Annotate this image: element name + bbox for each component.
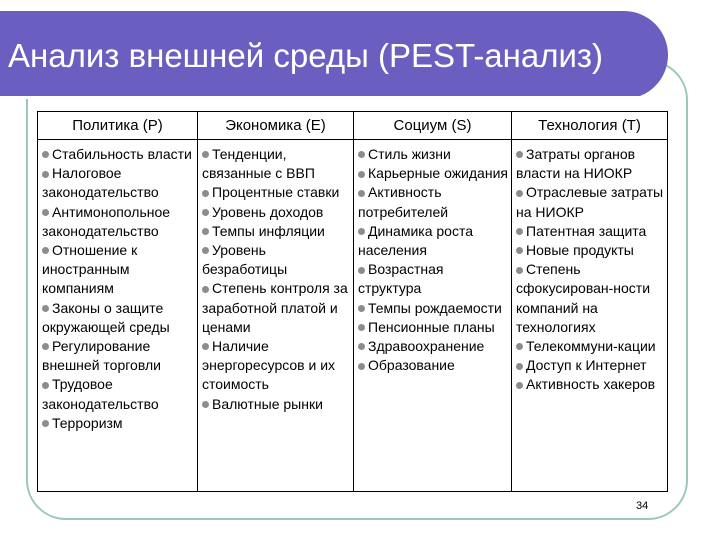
list-item-text: Стабильность власти	[52, 146, 192, 162]
list-item-text: Темпы инфляции	[212, 222, 325, 239]
list-item	[202, 203, 350, 222]
list-item	[358, 164, 508, 183]
list-item	[202, 222, 350, 241]
bullet-icon	[516, 228, 523, 235]
bullet-icon	[516, 190, 523, 197]
page-number: 34	[636, 500, 649, 512]
list-item-text: Пенсионные планы	[368, 318, 495, 335]
bullet-icon	[358, 190, 365, 197]
economics-column	[198, 140, 354, 492]
bullet-icon	[42, 247, 49, 254]
bullet-icon	[42, 420, 49, 427]
society-column	[354, 140, 512, 492]
list-item	[42, 375, 194, 413]
bullet-icon	[42, 151, 49, 158]
list-item	[42, 299, 194, 337]
bullet-icon	[516, 363, 523, 370]
list-item	[42, 414, 194, 433]
bullet-icon	[202, 151, 209, 158]
list-item	[202, 145, 350, 183]
bullet-icon	[202, 343, 209, 350]
list-item-text: Затраты органов власти на НИОКР	[516, 146, 636, 182]
bullet-icon	[516, 343, 523, 350]
list-item	[358, 318, 508, 337]
header-society: Социум (S)	[354, 112, 512, 140]
pest-table	[37, 111, 668, 492]
bullet-icon	[202, 401, 209, 408]
bullet-icon	[202, 209, 209, 216]
bullet-icon	[358, 324, 365, 331]
bullet-icon	[516, 151, 523, 158]
list-item	[516, 337, 664, 356]
bullet-icon	[202, 190, 209, 197]
list-item-text: Динамика роста населения	[358, 222, 473, 259]
list-item-text: Карьерные ожидания	[368, 165, 508, 182]
bullet-icon	[516, 382, 523, 389]
list-item-text: Активность потребителей	[358, 184, 449, 220]
list-item	[202, 395, 350, 414]
list-item-text: Патентная защита	[526, 222, 647, 239]
list-item	[42, 203, 194, 241]
list-item-text: Степень контроля за заработной платой и ценами	[202, 280, 348, 335]
page-title: Анализ внешней среды (PEST-анализ)	[8, 37, 604, 74]
list-item-text: Терроризм	[52, 414, 123, 431]
list-item	[516, 241, 664, 260]
list-item	[516, 145, 664, 183]
list-item-text: Трудовое законодательство	[42, 376, 159, 412]
table-body-row	[38, 140, 668, 492]
bullet-icon	[358, 228, 365, 235]
title-underline	[0, 96, 668, 99]
bullet-icon	[358, 267, 365, 274]
bullet-icon	[42, 382, 49, 389]
list-item-text: Доступ к Интернет	[526, 357, 647, 374]
bullet-icon	[516, 267, 523, 274]
list-item-text: Процентные ставки	[212, 184, 340, 201]
list-item-text: Уровень безработицы	[202, 242, 288, 278]
list-item	[202, 241, 350, 279]
list-item-text: Отношение к иностранным компаниям	[42, 242, 138, 297]
list-item	[42, 145, 194, 164]
bullet-icon	[358, 305, 365, 312]
list-item-text: Тенденции, связанные с ВВП	[202, 146, 315, 182]
list-item-text: Степень сфокусирован-ности компаний на технологиях	[516, 261, 651, 335]
header-economics: Экономика (E)	[198, 112, 354, 140]
list-item-text: Телекоммуни-кации	[526, 338, 656, 355]
table-header-row	[38, 112, 668, 140]
bullet-icon	[516, 247, 523, 254]
list-item-text: Здравоохранение	[368, 338, 485, 355]
bullet-icon	[358, 343, 365, 350]
list-item-text: Регулирование внешней торговли	[42, 338, 161, 374]
list-item	[516, 183, 664, 221]
list-item-text: Активность хакеров	[526, 376, 656, 393]
list-item-text: Антимонопольное законодательство	[42, 203, 171, 239]
bullet-icon	[202, 286, 209, 293]
list-item-text: Стиль жизни	[368, 146, 451, 162]
list-item	[358, 222, 508, 260]
list-item	[202, 183, 350, 202]
list-item-text: Налоговое законодательство	[42, 165, 159, 201]
list-item-text: Возрастная структура	[358, 261, 444, 297]
list-item-text: Отраслевые затраты на НИОКР	[516, 184, 664, 220]
list-item	[516, 222, 664, 241]
list-item	[42, 241, 194, 299]
list-item	[202, 279, 350, 337]
header-technology: Технология (T)	[512, 112, 668, 140]
list-item-text: Уровень доходов	[212, 203, 324, 220]
list-item	[516, 375, 664, 394]
politics-column	[38, 140, 198, 492]
list-item	[516, 356, 664, 375]
list-item-text: Новые продукты	[526, 242, 634, 259]
list-item-text: Наличие энергоресурсов и их стоимость	[202, 338, 336, 393]
bullet-icon	[202, 228, 209, 235]
bullet-icon	[358, 363, 365, 370]
header-politics: Политика (P)	[38, 112, 198, 140]
list-item-text: Образование	[368, 357, 455, 374]
bullet-icon	[202, 247, 209, 254]
bullet-icon	[42, 343, 49, 350]
list-item-text: Законы о защите окружающей среды	[42, 299, 170, 335]
bullet-icon	[42, 209, 49, 216]
list-item	[358, 260, 508, 298]
bullet-icon	[42, 171, 49, 178]
list-item	[358, 356, 508, 375]
list-item	[516, 260, 664, 337]
bullet-icon	[42, 305, 49, 312]
list-item	[42, 337, 194, 375]
list-item	[358, 299, 508, 318]
list-item	[202, 337, 350, 395]
list-item	[358, 183, 508, 221]
list-item	[42, 164, 194, 202]
list-item	[358, 337, 508, 356]
list-item-text: Валютные рынки	[212, 395, 323, 412]
bullet-icon	[358, 171, 365, 178]
list-item	[358, 145, 508, 164]
bullet-icon	[358, 151, 365, 158]
list-item-text: Темпы рождаемости	[368, 299, 502, 316]
technology-column	[512, 140, 668, 492]
